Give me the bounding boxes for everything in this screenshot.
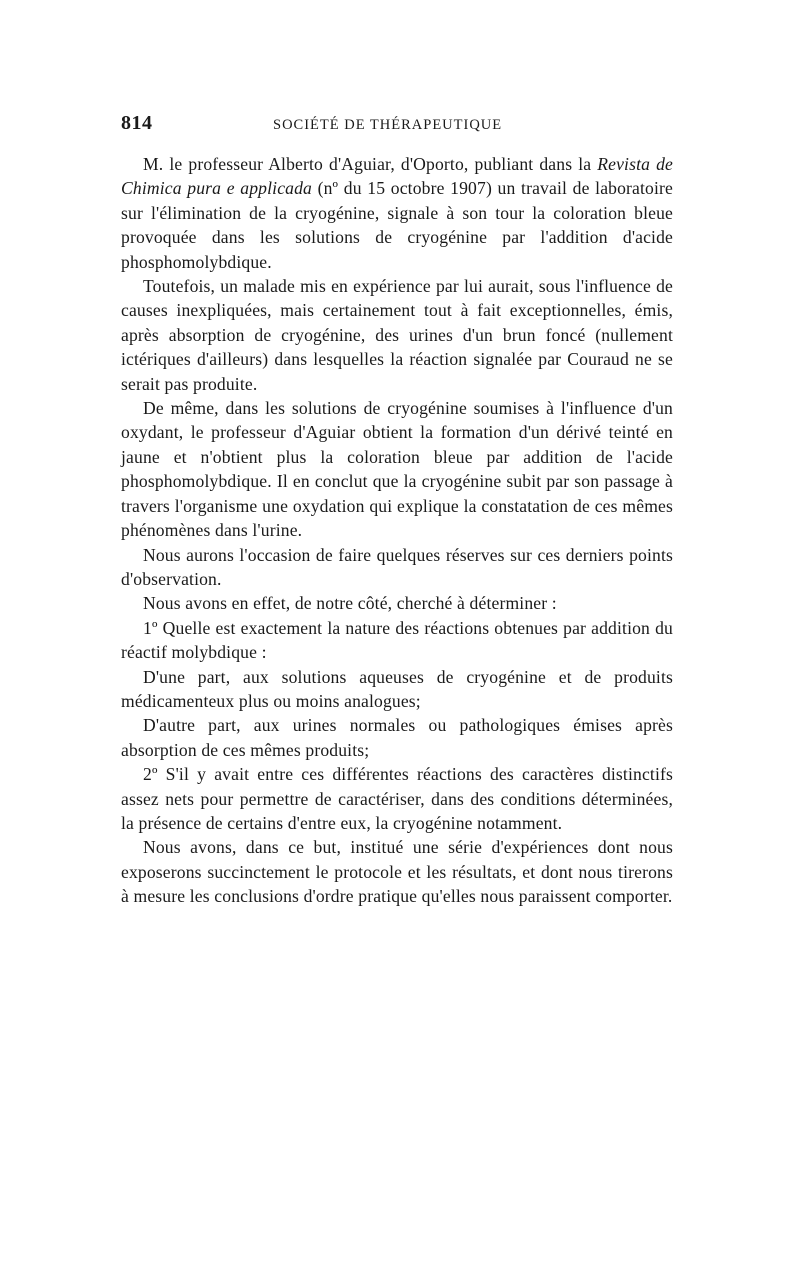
journal-title: Revista de Chimica pura e applicada (121, 154, 673, 199)
paragraph-9: 2º S'il y avait entre ces différentes réactions des caractères distinctifs assez nets pour permettre de caractériser, dans des conditions déterminées, la présence de certains d'entre eux, la cryogénine notamment. (121, 764, 673, 833)
paragraph-6: 1º Quelle est exactement la nature des réactions obtenues par addition du réactif molybdique : (121, 617, 673, 663)
paragraph-8: D'autre part, aux urines normales ou pathologiques émises après absorption de ces mêmes produits; (121, 715, 673, 760)
paragraph-1-rest: (nº du 15 octobre 1907) un travail de laboratoire sur l'élimination de la cryogénine, signale à son tour la coloration bleue provoquée dans les solutions de cryogénine par l'addition d'acide phosphomolybdique. (121, 178, 674, 272)
paragraph-4: Nous aurons l'occasion de faire quelques réserves sur ces derniers points d'observation. (121, 544, 673, 589)
body-text (121, 152, 673, 909)
paragraph-2: Toutefois, un malade mis en expérience par lui aurait, sous l'influence de causes inexpliquées, mais certainement tout à fait exceptionnelles, émis, après absorption de cryogénine, des urines d'un brun foncé (nullement ictériques d'ailleurs) dans lesquelles la réaction signalée par Couraud ne se serait pas produite. (121, 276, 673, 394)
paragraph-5: Nous avons en effet, de notre côté, cherché à déterminer : (143, 593, 557, 614)
paragraph-3: De même, dans les solutions de cryogénine soumises à l'influence d'un oxydant, le professeur d'Aguiar obtient la formation d'un dérivé teinté en jaune et n'obtient plus la coloration bleue par addition de l'acide phosphomolybdique. Il en conclut que la cryogénine subit par son passage à travers l'organisme une oxydation qui explique la constatation de ces mêmes phénomènes dans l'urine. (121, 398, 673, 541)
page-number: 814 (121, 112, 153, 134)
running-head (121, 112, 673, 142)
running-title: SOCIÉTÉ DE THÉRAPEUTIQUE (273, 117, 503, 133)
paragraph-1-lead: M. le professeur Alberto d'Aguiar, d'Oporto, publiant dans la (143, 154, 598, 174)
paragraph-1 (121, 152, 673, 274)
book-page (121, 112, 673, 909)
paragraph-10: Nous avons, dans ce but, institué une série d'expériences dont nous exposerons succinctement le protocole et les résultats, et dont nous tirerons à mesure les conclusions d'ordre pratique qu'elles nous paraissent comporter. (121, 837, 673, 907)
paragraph-7: D'une part, aux solutions aqueuses de cryogénine et de produits médicamenteux plus ou moins analogues; (121, 666, 673, 711)
